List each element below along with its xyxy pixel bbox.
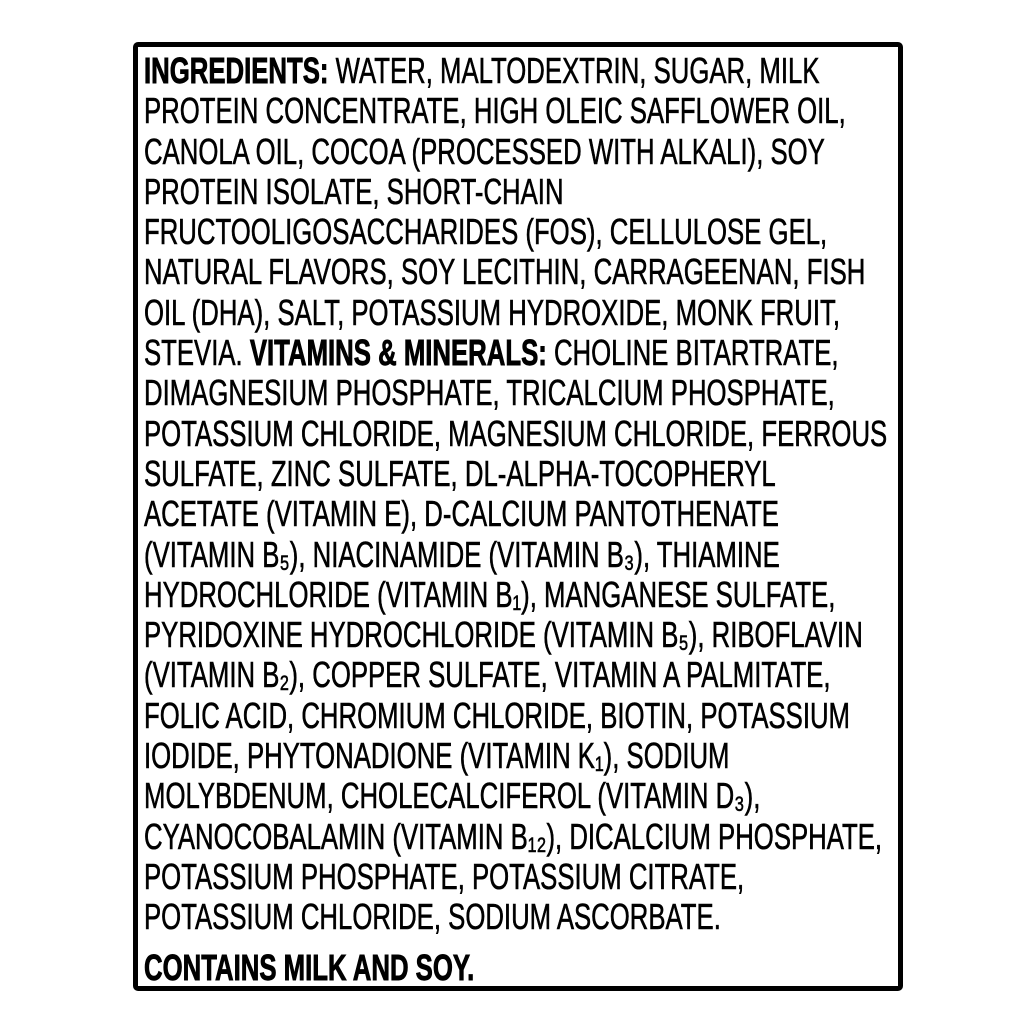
label-text-segment: PROTEIN CONCENTRATE, HIGH OLEIC SAFFLOWER OIL, (144, 90, 846, 132)
label-text-segment: MOLYBDENUM, CHOLECALCIFEROL (VITAMIN D₃), (144, 775, 761, 817)
label-text-segment: CANOLA OIL, COCOA (PROCESSED WITH ALKALI), SOY (144, 130, 825, 172)
label-text-segment: (VITAMIN B₅), NIACINAMIDE (VITAMIN B₃), THIAMINE (144, 533, 780, 575)
section-heading: VITAMINS & MINERALS: (249, 332, 547, 374)
label-line (144, 412, 888, 454)
label-text-segment: PYRIDOXINE HYDROCHLORIDE (VITAMIN B₅), RIBOFLAVIN (144, 614, 863, 656)
label-text-segment: WATER, MALTODEXTRIN, SUGAR, MILK (328, 50, 820, 91)
label-line (144, 735, 730, 777)
label-text-segment: CHOLINE BITARTRATE, (546, 332, 839, 374)
label-line (144, 896, 721, 938)
label-line (144, 50, 820, 91)
label-line (144, 855, 745, 897)
label-line (144, 775, 761, 817)
label-text-segment: FOLIC ACID, CHROMIUM CHLORIDE, BIOTIN, POTASSIUM (144, 694, 851, 736)
label-line (144, 251, 866, 293)
label-text-segment: CYANOCOBALAMIN (VITAMIN B₁₂), DICALCIUM PHOSPHATE, (144, 815, 883, 857)
label-line (144, 533, 780, 575)
label-line (144, 291, 841, 333)
label-text-segment: FRUCTOOLIGOSACCHARIDES (FOS), CELLULOSE GEL, (144, 211, 828, 253)
section-heading: INGREDIENTS: (144, 50, 329, 91)
label-line (144, 654, 831, 696)
label-line (144, 372, 835, 414)
label-line (144, 172, 680, 212)
label-line (144, 130, 825, 172)
label-text-segment: POTASSIUM CHLORIDE, SODIUM ASCORBATE. (144, 896, 721, 938)
ingredients-label-panel (133, 42, 903, 991)
label-text-segment: HYDROCHLORIDE (VITAMIN B₁), MANGANESE SULFATE, (144, 573, 836, 615)
label-text-segment: DIMAGNESIUM PHOSPHATE, TRICALCIUM PHOSPHATE, (144, 372, 835, 414)
label-text-segment: NATURAL FLAVORS, SOY LECITHIN, CARRAGEENAN, FISH (144, 251, 866, 293)
label-text-segment: PROTEIN ISOLATE, SHORT-CHAIN (144, 170, 564, 212)
label-text-segment: (VITAMIN B₂), COPPER SULFATE, VITAMIN A PALMITATE, (144, 654, 831, 696)
label-line (144, 211, 828, 253)
label-line (144, 90, 846, 132)
label-text-segment: STEVIA. (144, 332, 250, 374)
label-line (144, 614, 863, 656)
label-text-segment: IODIDE, PHYTONADIONE (VITAMIN K₁), SODIUM (144, 735, 730, 777)
ingredients-paragraph (144, 51, 894, 938)
label-text-segment: OIL (DHA), SALT, POTASSIUM HYDROXIDE, MONK FRUIT, (144, 291, 841, 333)
label-line (144, 573, 836, 615)
label-text-segment: ACETATE (VITAMIN E), D-CALCIUM PANTOTHENATE (144, 493, 779, 535)
allergen-statement: CONTAINS MILK AND SOY. (144, 946, 475, 988)
label-text-segment: SULFATE, ZINC SULFATE, DL-ALPHA-TOCOPHERYL (144, 452, 776, 494)
label-line (144, 452, 776, 494)
label-line (144, 493, 779, 535)
label-line (144, 694, 851, 736)
label-line (144, 332, 839, 374)
label-text-segment: POTASSIUM PHOSPHATE, POTASSIUM CITRATE, (144, 855, 745, 897)
label-line (144, 815, 883, 857)
label-text-segment: POTASSIUM CHLORIDE, MAGNESIUM CHLORIDE, FERROUS (144, 412, 888, 454)
